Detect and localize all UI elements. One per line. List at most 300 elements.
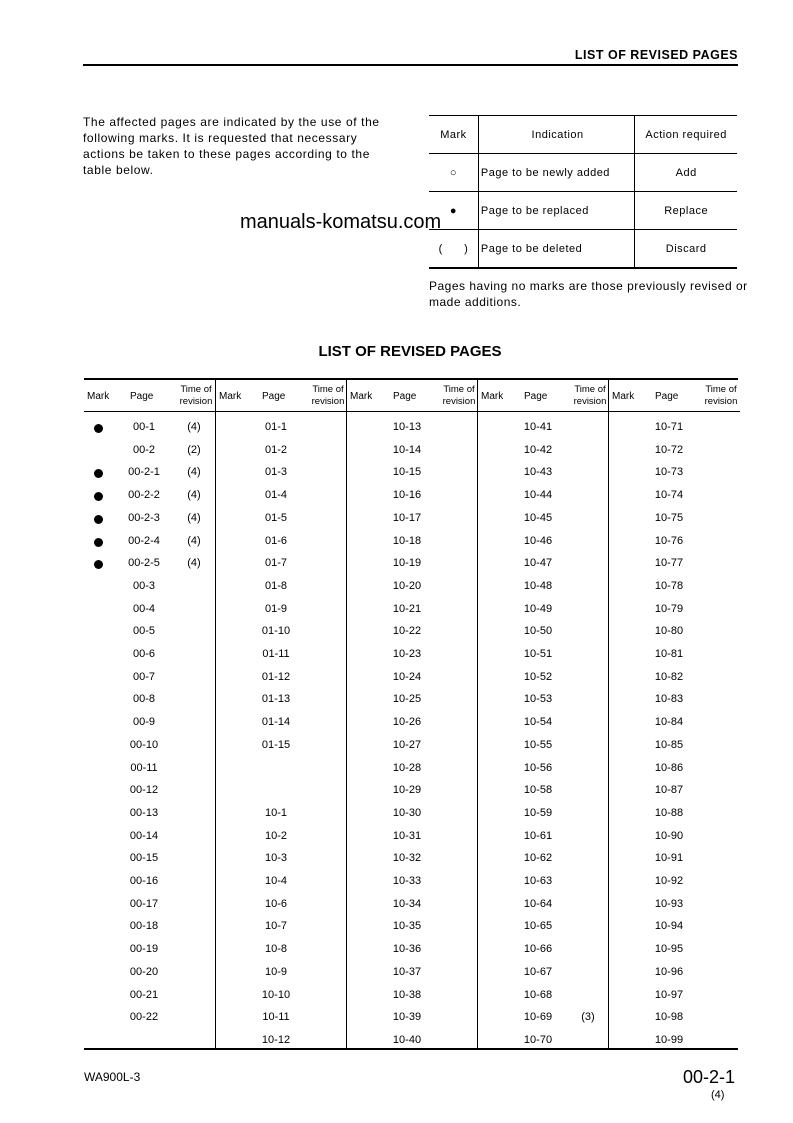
page-number: 10-68	[523, 988, 553, 1001]
table-row	[216, 758, 347, 780]
table-row	[478, 735, 609, 757]
page-number: 10-19	[392, 557, 422, 570]
page-number: 10-1	[264, 806, 288, 819]
table-row	[347, 803, 478, 825]
table-row	[84, 803, 215, 825]
table-row	[478, 531, 609, 553]
table-row	[216, 553, 347, 575]
legend-header-indication: Indication	[478, 116, 634, 154]
replaced-mark-icon	[94, 492, 103, 501]
table-row	[347, 689, 478, 711]
page-number: 10-21	[392, 602, 422, 615]
header-time-of-revision: Time of revision	[573, 384, 607, 407]
page-number: 00-2-5	[128, 557, 160, 570]
page-number: 10-4	[264, 875, 288, 887]
table-row	[347, 667, 478, 689]
page-number: 00-2-1	[128, 466, 160, 479]
header-mark: Mark	[219, 391, 242, 402]
header-title: LIST OF REVISED PAGES	[574, 48, 738, 62]
page-number: 00-21	[129, 988, 159, 1001]
table-row	[478, 599, 609, 621]
table-row	[84, 894, 215, 916]
table-row	[609, 417, 740, 439]
table-row	[347, 417, 478, 439]
page-number: 10-74	[654, 489, 684, 502]
table-row	[216, 962, 347, 984]
table-row	[609, 553, 740, 575]
table-header	[478, 380, 609, 412]
page-number: 10-63	[523, 875, 553, 887]
table-row	[478, 485, 609, 507]
table-row	[609, 735, 740, 757]
page-number: 10-44	[523, 489, 553, 502]
page-number: 00-10	[129, 738, 159, 751]
page-number: 10-56	[523, 761, 553, 774]
page-number: 10-61	[523, 829, 553, 842]
table-column-group	[608, 380, 740, 1048]
note-text: Pages having no marks are those previously revised or made additions.	[429, 279, 748, 309]
page-number: 10-90	[654, 829, 684, 842]
table-row	[609, 939, 740, 961]
page-number: 10-8	[264, 943, 288, 956]
page-number: 00-12	[129, 784, 159, 797]
page-number: 10-48	[523, 579, 553, 592]
page-number: 01-15	[261, 738, 291, 751]
page-number: 10-67	[523, 965, 553, 978]
table-row	[84, 848, 215, 870]
table-row	[216, 440, 347, 462]
page-number: 10-82	[654, 670, 684, 683]
page-number: 01-10	[261, 625, 291, 638]
revision-number: (4)	[187, 466, 201, 479]
revision-number: (4)	[187, 534, 201, 547]
table-row	[347, 758, 478, 780]
page-number: 00-13	[129, 806, 159, 819]
table-row	[84, 985, 215, 1007]
page-number: 01-8	[264, 579, 288, 592]
table-row	[216, 508, 347, 530]
header-rule	[83, 64, 738, 66]
table-row	[609, 916, 740, 938]
page-number: 01-13	[261, 693, 291, 706]
page-number: 10-85	[654, 738, 684, 751]
page-number: 00-14	[129, 829, 159, 842]
page-number: 00-1	[132, 421, 156, 433]
page-number: 10-58	[523, 784, 553, 797]
page-number: 00-20	[129, 965, 159, 978]
table-row	[609, 485, 740, 507]
table-row	[609, 599, 740, 621]
table-row	[609, 1030, 740, 1052]
page-number: 00-16	[129, 875, 159, 887]
table-row	[216, 985, 347, 1007]
intro-paragraph: The affected pages are indicated by the use of the following marks. It is requested that necessary actions be taken to these pages according to the table below.	[83, 115, 380, 177]
revision-number: (3)	[581, 1011, 595, 1024]
page-number: 10-47	[523, 557, 553, 570]
page-number: 10-88	[654, 806, 684, 819]
table-row	[478, 1030, 609, 1052]
page-number: 01-4	[264, 489, 288, 502]
table-row	[84, 916, 215, 938]
table-row	[347, 508, 478, 530]
table-row	[84, 962, 215, 984]
table-row	[347, 531, 478, 553]
table-header	[347, 380, 478, 412]
page-number: 10-22	[392, 625, 422, 638]
page-number: 10-37	[392, 965, 422, 978]
table-row	[609, 508, 740, 530]
header-mark: Mark	[612, 391, 635, 402]
legend-header-action: Action required	[635, 116, 737, 154]
legend-indication: Page to be newly added	[478, 154, 634, 192]
table-row	[84, 440, 215, 462]
page-number: 01-9	[264, 602, 288, 615]
page-number: 01-2	[264, 443, 288, 456]
table-row	[478, 689, 609, 711]
page-number: 00-8	[132, 693, 156, 706]
page-number: 10-65	[523, 920, 553, 933]
table-row	[347, 735, 478, 757]
table-row	[347, 485, 478, 507]
legend-mark: ●	[429, 192, 478, 230]
replaced-mark-icon	[94, 515, 103, 524]
replaced-mark-icon	[94, 560, 103, 569]
table-row	[609, 803, 740, 825]
page-number: 10-3	[264, 852, 288, 865]
header-page: Page	[130, 391, 154, 402]
table-column-group	[84, 380, 215, 1048]
legend-action: Add	[635, 154, 737, 192]
page-number: 00-4	[132, 602, 156, 615]
table-row	[84, 485, 215, 507]
table-row	[609, 712, 740, 734]
page-number: 10-95	[654, 943, 684, 956]
table-row	[347, 644, 478, 666]
table-row	[347, 780, 478, 802]
page-number: 00-22	[129, 1011, 159, 1024]
header-mark: Mark	[350, 391, 373, 402]
page-number: 10-64	[523, 897, 553, 910]
table-row	[609, 826, 740, 848]
footer-model: WA900L-3	[84, 1070, 141, 1084]
table-row	[216, 485, 347, 507]
legend-mark: ○	[429, 154, 478, 192]
page-number: 00-15	[129, 852, 159, 865]
table-row	[84, 531, 215, 553]
revision-number: (2)	[187, 443, 201, 456]
table-row	[478, 826, 609, 848]
page-number: 10-41	[523, 421, 553, 433]
page-number: 10-59	[523, 806, 553, 819]
table-row	[347, 553, 478, 575]
page-number: 10-46	[523, 534, 553, 547]
legend-table	[429, 115, 737, 269]
replaced-mark-icon	[94, 538, 103, 547]
table-row	[478, 576, 609, 598]
table-row	[478, 1007, 609, 1029]
page-number: 10-17	[392, 511, 422, 524]
page-number: 00-19	[129, 943, 159, 956]
table-header	[609, 380, 740, 412]
page-number: 10-53	[523, 693, 553, 706]
table-row	[84, 644, 215, 666]
revision-number: (4)	[187, 421, 201, 433]
header-time-of-revision: Time of revision	[311, 384, 345, 407]
page-number: 10-29	[392, 784, 422, 797]
header-page: Page	[393, 391, 417, 402]
header-page: Page	[262, 391, 286, 402]
page-number: 10-99	[654, 1033, 684, 1046]
page-number: 00-7	[132, 670, 156, 683]
page-number: 10-71	[654, 421, 684, 433]
table-row	[216, 462, 347, 484]
page-number: 10-9	[264, 965, 288, 978]
table-row	[478, 553, 609, 575]
table-row	[84, 667, 215, 689]
table-row	[478, 985, 609, 1007]
page-number: 10-73	[654, 466, 684, 479]
table-column-group	[346, 380, 478, 1048]
table-row	[216, 803, 347, 825]
page-number: 10-25	[392, 693, 422, 706]
table-row	[216, 644, 347, 666]
header-time-of-revision: Time of revision	[704, 384, 738, 407]
table-row	[609, 440, 740, 462]
page-number: 10-7	[264, 920, 288, 933]
page-number: 10-20	[392, 579, 422, 592]
page-number: 00-18	[129, 920, 159, 933]
page-number: 10-10	[261, 988, 291, 1001]
page-number: 10-26	[392, 716, 422, 729]
page-number: 10-16	[392, 489, 422, 502]
page-number: 01-11	[262, 648, 290, 660]
table-row	[347, 985, 478, 1007]
page-number: 10-31	[392, 829, 422, 842]
header-time-of-revision: Time of revision	[442, 384, 476, 407]
table-row	[84, 1007, 215, 1029]
page-number: 10-51	[523, 648, 553, 660]
table-row	[609, 962, 740, 984]
table-row	[478, 894, 609, 916]
revised-pages-table	[84, 378, 738, 1050]
page-number: 10-42	[523, 443, 553, 456]
table-row	[609, 848, 740, 870]
list-title: LIST OF REVISED PAGES	[318, 343, 502, 360]
table-row	[478, 621, 609, 643]
table-row	[478, 962, 609, 984]
table-row	[347, 462, 478, 484]
table-row	[347, 826, 478, 848]
page-number: 10-84	[654, 716, 684, 729]
legend-row-replace	[429, 192, 737, 230]
table-row	[84, 576, 215, 598]
table-row	[84, 871, 215, 893]
page-number: 10-83	[654, 693, 684, 706]
page-number: 10-45	[523, 511, 553, 524]
page-number: 10-81	[654, 648, 684, 660]
table-row	[478, 871, 609, 893]
table-row	[216, 780, 347, 802]
revision-number: (4)	[187, 489, 201, 502]
table-row	[478, 848, 609, 870]
page-number: 01-12	[261, 670, 291, 683]
table-row	[478, 440, 609, 462]
page-number: 10-86	[654, 761, 684, 774]
page-number: 00-6	[132, 648, 156, 660]
page-number: 10-6	[264, 897, 288, 910]
legend-row-discard	[429, 230, 737, 269]
page-number: 10-14	[392, 443, 422, 456]
table-row	[84, 939, 215, 961]
table-row	[478, 780, 609, 802]
page-number: 10-49	[523, 602, 553, 615]
page-number: 10-96	[654, 965, 684, 978]
table-row	[216, 667, 347, 689]
table-row	[609, 644, 740, 666]
page-number: 00-9	[132, 716, 156, 729]
page-number: 01-5	[264, 511, 288, 524]
table-row	[216, 1030, 347, 1052]
page-number: 00-2-3	[128, 511, 160, 524]
page-number: 10-40	[392, 1033, 422, 1046]
page-number: 10-33	[392, 875, 422, 887]
table-row	[478, 462, 609, 484]
table-row	[609, 576, 740, 598]
page-number: 01-3	[264, 466, 288, 479]
header-mark: Mark	[87, 391, 110, 402]
legend-action: Replace	[635, 192, 737, 230]
table-row	[478, 803, 609, 825]
page-number: 10-30	[392, 806, 422, 819]
page-number: 10-23	[392, 648, 422, 660]
table-row	[216, 576, 347, 598]
table-row	[84, 508, 215, 530]
table-column-group	[477, 380, 609, 1048]
table-row	[609, 462, 740, 484]
table-row	[478, 758, 609, 780]
page-number: 10-66	[523, 943, 553, 956]
page-number: 00-2-4	[128, 534, 160, 547]
table-row	[347, 576, 478, 598]
table-row	[347, 599, 478, 621]
table-header	[216, 380, 347, 412]
table-column-group	[215, 380, 347, 1048]
page-number: 10-2	[264, 829, 288, 842]
table-row	[478, 508, 609, 530]
table-row	[347, 712, 478, 734]
table-row	[347, 871, 478, 893]
page-number: 10-11	[262, 1011, 290, 1024]
table-row	[84, 758, 215, 780]
page-number: 10-55	[523, 738, 553, 751]
replaced-mark-icon	[94, 424, 103, 433]
watermark: manuals-komatsu.com	[240, 211, 442, 233]
page-number: 01-14	[261, 716, 291, 729]
table-row	[347, 848, 478, 870]
table-row	[216, 1007, 347, 1029]
table-row	[347, 440, 478, 462]
table-row	[347, 894, 478, 916]
page-number: 10-69	[523, 1011, 553, 1024]
table-row	[216, 531, 347, 553]
table-row	[84, 462, 215, 484]
page-number: 10-78	[654, 579, 684, 592]
page-number: 10-39	[392, 1011, 422, 1024]
table-row	[216, 689, 347, 711]
header-page: Page	[655, 391, 679, 402]
table-row	[84, 599, 215, 621]
legend-indication: Page to be deleted	[478, 230, 634, 269]
table-row	[84, 689, 215, 711]
page-number: 10-38	[392, 988, 422, 1001]
page-number: 00-5	[132, 625, 156, 638]
page-number: 10-18	[392, 534, 422, 547]
page-number: 10-79	[654, 602, 684, 615]
page-number: 10-72	[654, 443, 684, 456]
table-row	[347, 621, 478, 643]
page-number: 10-35	[392, 920, 422, 933]
footer-page-number: 00-2-1	[683, 1067, 736, 1087]
table-row	[478, 939, 609, 961]
page-number: 10-28	[392, 761, 422, 774]
page-number: 10-43	[523, 466, 553, 479]
legend-action: Discard	[635, 230, 737, 269]
table-row	[347, 1030, 478, 1052]
page-number: 10-70	[523, 1033, 553, 1046]
page-number: 10-34	[392, 897, 422, 910]
page-number: 10-36	[392, 943, 422, 956]
page-number: 01-6	[264, 534, 288, 547]
footer-revision: (4)	[711, 1089, 725, 1101]
page-number: 10-97	[654, 988, 684, 1001]
table-row	[478, 916, 609, 938]
page-number: 00-17	[129, 897, 159, 910]
table-row	[609, 780, 740, 802]
table-row	[216, 735, 347, 757]
page-number: 10-52	[523, 670, 553, 683]
page-number: 10-50	[523, 625, 553, 638]
page-number: 10-87	[654, 784, 684, 797]
page-number: 10-92	[654, 875, 684, 887]
page-number: 10-98	[654, 1011, 684, 1024]
table-row	[609, 1007, 740, 1029]
table-row	[84, 553, 215, 575]
page-number: 10-80	[654, 625, 684, 638]
table-row	[609, 667, 740, 689]
page-number: 10-24	[392, 670, 422, 683]
table-row	[609, 531, 740, 553]
table-row	[347, 916, 478, 938]
page-number: 00-11	[130, 761, 158, 774]
page-number: 10-15	[392, 466, 422, 479]
table-row	[84, 417, 215, 439]
header-time-of-revision: Time of revision	[179, 384, 213, 407]
table-row	[347, 962, 478, 984]
table-row	[84, 621, 215, 643]
table-row	[216, 894, 347, 916]
table-row	[347, 939, 478, 961]
legend-header-row	[429, 116, 737, 154]
legend-row-add	[429, 154, 737, 192]
page-number: 10-13	[392, 421, 422, 433]
table-row	[478, 667, 609, 689]
table-row	[609, 985, 740, 1007]
table-row	[478, 644, 609, 666]
table-header	[84, 380, 215, 412]
table-row	[84, 712, 215, 734]
page-number: 10-94	[654, 920, 684, 933]
table-row	[347, 1007, 478, 1029]
